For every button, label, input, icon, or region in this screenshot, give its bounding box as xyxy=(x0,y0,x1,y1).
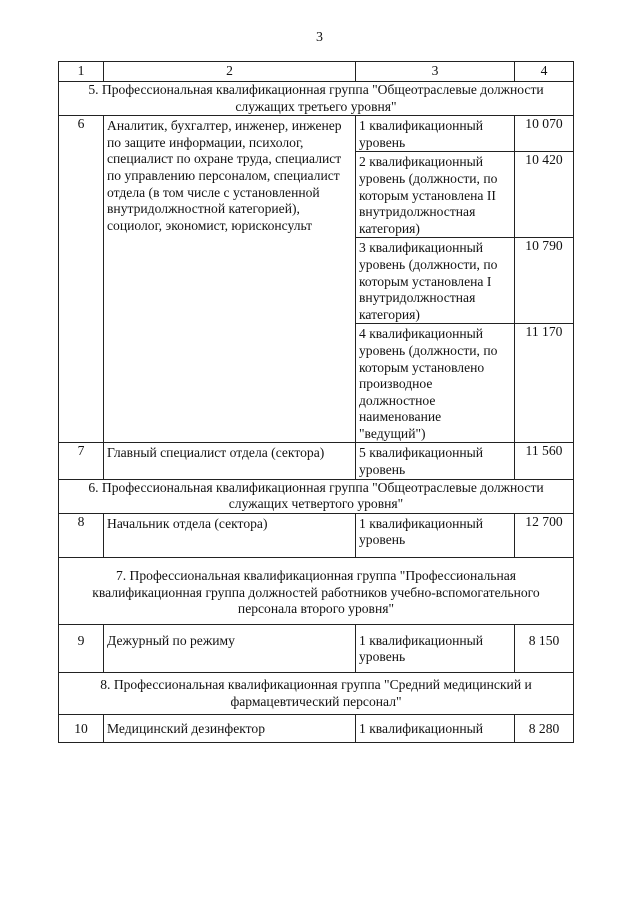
page-number: 3 xyxy=(316,30,323,45)
row-number: 9 xyxy=(59,624,104,672)
header-cell: 4 xyxy=(515,62,574,82)
salary-value: 10 790 xyxy=(515,238,574,324)
position-cell: Дежурный по режиму xyxy=(104,624,356,672)
group-title: 8. Профессиональная квалификационная группа "Средний медицинский и фармацевтический персонал" xyxy=(59,673,574,715)
table-row xyxy=(59,443,574,479)
row-number: 10 xyxy=(59,715,104,743)
qualification-level: 5 квалификационный уровень xyxy=(356,443,515,479)
group-title: 7. Профессиональная квалификационная группа "Профессиональная квалификационная группа должностей работников учебно-вспомогательного персонала второго уровня" xyxy=(59,558,574,625)
position-cell: Аналитик, бухгалтер, инженер, инженер по защите информации, психолог, специалист по охране труда, специалист по управлению персоналом, специалист отдела (в том числе с установленной внутридолжностной категорией), социолог, экономист, юрисконсульт xyxy=(104,116,356,443)
group-title: 5. Профессиональная квалификационная группа "Общеотраслевые должности служащих третьего уровня" xyxy=(59,82,574,116)
group-title-row xyxy=(59,479,574,513)
salary-value: 8 280 xyxy=(515,715,574,743)
group-title-row xyxy=(59,673,574,715)
salary-value: 11 560 xyxy=(515,443,574,479)
qualification-level: 1 квалификационный уровень xyxy=(356,116,515,152)
table-row xyxy=(59,715,574,743)
qualification-level: 1 квалификационный уровень xyxy=(356,624,515,672)
salary-value: 8 150 xyxy=(515,624,574,672)
qualification-level: 2 квалификационный уровень (должности, по которым установлена II внутридолжностная категория) xyxy=(356,152,515,238)
qualification-level: 3 квалификационный уровень (должности, по которым установлена I внутридолжностная категория) xyxy=(356,238,515,324)
row-number: 6 xyxy=(59,116,104,443)
position-cell: Медицинский дезинфектор xyxy=(104,715,356,743)
salary-value: 12 700 xyxy=(515,513,574,557)
table-row xyxy=(59,624,574,672)
table-header-row xyxy=(59,62,574,82)
group-title: 6. Профессиональная квалификационная группа "Общеотраслевые должности служащих четвертого уровня" xyxy=(59,479,574,513)
table-row xyxy=(59,513,574,557)
header-cell: 1 xyxy=(59,62,104,82)
position-cell: Главный специалист отдела (сектора) xyxy=(104,443,356,479)
salary-value: 11 170 xyxy=(515,324,574,443)
qualification-level: 1 квалификационный xyxy=(356,715,515,743)
table-row xyxy=(59,116,574,152)
row-number: 7 xyxy=(59,443,104,479)
row-number: 8 xyxy=(59,513,104,557)
group-title-row xyxy=(59,82,574,116)
salary-table xyxy=(58,61,574,743)
group-title-row xyxy=(59,558,574,625)
salary-value: 10 420 xyxy=(515,152,574,238)
position-cell: Начальник отдела (сектора) xyxy=(104,513,356,557)
qualification-level: 1 квалификационный уровень xyxy=(356,513,515,557)
header-cell: 3 xyxy=(356,62,515,82)
qualification-level: 4 квалификационный уровень (должности, по которым установлено производное должностное наименование "ведущий") xyxy=(356,324,515,443)
salary-value: 10 070 xyxy=(515,116,574,152)
header-cell: 2 xyxy=(104,62,356,82)
